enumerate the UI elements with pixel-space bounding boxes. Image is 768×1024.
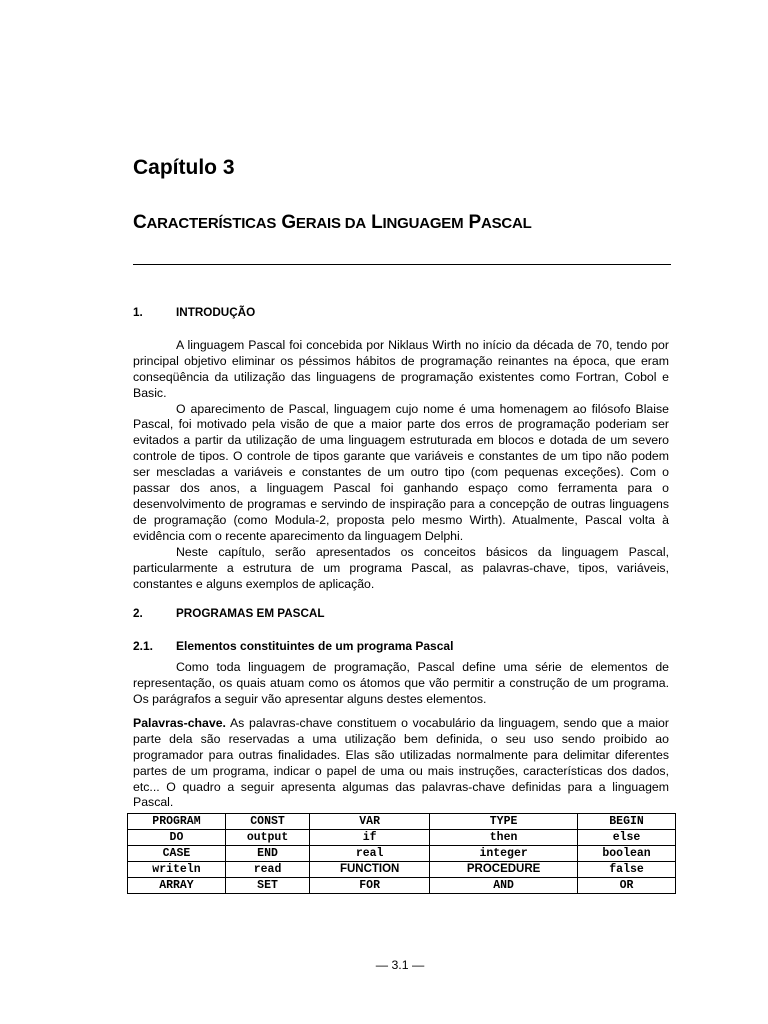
table-cell: SET [225,878,309,894]
page-number: — 3.1 — [375,958,425,972]
table-cell: integer [430,846,578,862]
table-cell: writeln [128,862,226,878]
table-cell: CASE [128,846,226,862]
chapter-heading: Capítulo 3 [133,156,235,179]
section-heading: 1. INTRODUÇÃO [133,306,256,319]
paragraph: Neste capítulo, serão apresentados os conceitos básicos da linguagem Pascal, particularmente a estrutura de um programa Pascal, as palavras-chave, tipos, variáveis, constantes e alguns exemplos de aplicação. [133,544,669,591]
title-word: PASCAL [468,212,532,233]
table-cell: then [430,830,578,846]
section-heading: 2. PROGRAMAS EM PASCAL [133,607,325,621]
table-cell: boolean [578,846,676,862]
table-cell: false [578,862,676,878]
keywords-label: Palavras-chave. [133,715,226,730]
table-cell: output [225,830,309,846]
table-cell: FOR [310,878,430,894]
chapter-title [133,212,532,234]
table-cell: VAR [310,814,430,830]
paragraph: A linguagem Pascal foi concebida por Niklaus Wirth no início da década de 70, tendo por principal objetivo eliminar os péssimos hábitos de programação reinantes na época, que eram conseqüência da utilização das linguagens de programação existentes como Fortran, Cobol e Basic. [133,337,669,400]
table-cell: OR [578,878,676,894]
title-word: LINGUAGEM [371,212,464,233]
table-row [128,846,676,862]
table-cell: CONST [225,814,309,830]
table-cell: if [310,830,430,846]
table-cell: PROCEDURE [430,862,578,878]
table-row [128,830,676,846]
table-row [128,862,676,878]
table-cell: real [310,846,430,862]
table-cell: else [578,830,676,846]
table-cell: END [225,846,309,862]
title-word: CARACTERÍSTICAS [133,212,277,233]
table-cell: AND [430,878,578,894]
keywords-paragraph: Palavras-chave. As palavras-chave constituem o vocabulário da linguagem, sendo que a maior parte dela são reservadas a uma utilização bem definida, o seu uso sendo proibido ao programador para outras finalidades. Elas são utilizadas normalmente para delimitar diferentes partes de um programa, indicar o papel de uma ou mais instruções, características dos dados, etc... O quadro a seguir apresenta algumas das palavras-chave definidas para a linguagem Pascal. [133,715,669,810]
table-cell: DO [128,830,226,846]
table-cell: BEGIN [578,814,676,830]
body-content [133,305,669,894]
table-cell: PROGRAM [128,814,226,830]
title-divider [133,264,671,265]
table-cell: ARRAY [128,878,226,894]
paragraph: O aparecimento de Pascal, linguagem cujo nome é uma homenagem ao filósofo Blaise Pascal, foi motivado pela visão de que a maior parte dos erros de programação poderiam ser evitados a partir da utilização de uma linguagem estruturada em blocos e dotada de um severo controle de tipos. O controle de tipos garante que variáveis e constantes de um tipo não podem ser mescladas a variáveis e constantes de um outro tipo (com pequenas exceções). Com o passar dos anos, a linguagem Pascal foi ganhando espaço como ferramenta para o desenvolvimento de programas e servindo de inspiração para a concepção de outras linguagens de programação (como Modula-2, proposta pelo mesmo Wirth). Atualmente, Pascal volta à evidência com o recente aparecimento da linguagem Delphi. [133,401,669,543]
subsection-heading: 2.1. Elementos constituintes de um programa Pascal [133,639,454,654]
title-word: GERAIS DA [281,212,366,233]
table-cell: read [225,862,309,878]
table-cell: TYPE [430,814,578,830]
paragraph: Como toda linguagem de programação, Pascal define uma série de elementos de representação, os quais atuam como os átomos que vão permitir a construção de um programa. Os parágrafos a seguir vão apresentar alguns destes elementos. [133,660,669,707]
table-cell: FUNCTION [310,862,430,878]
keywords-table [127,813,676,894]
table-row [128,814,676,830]
table-row [128,878,676,894]
